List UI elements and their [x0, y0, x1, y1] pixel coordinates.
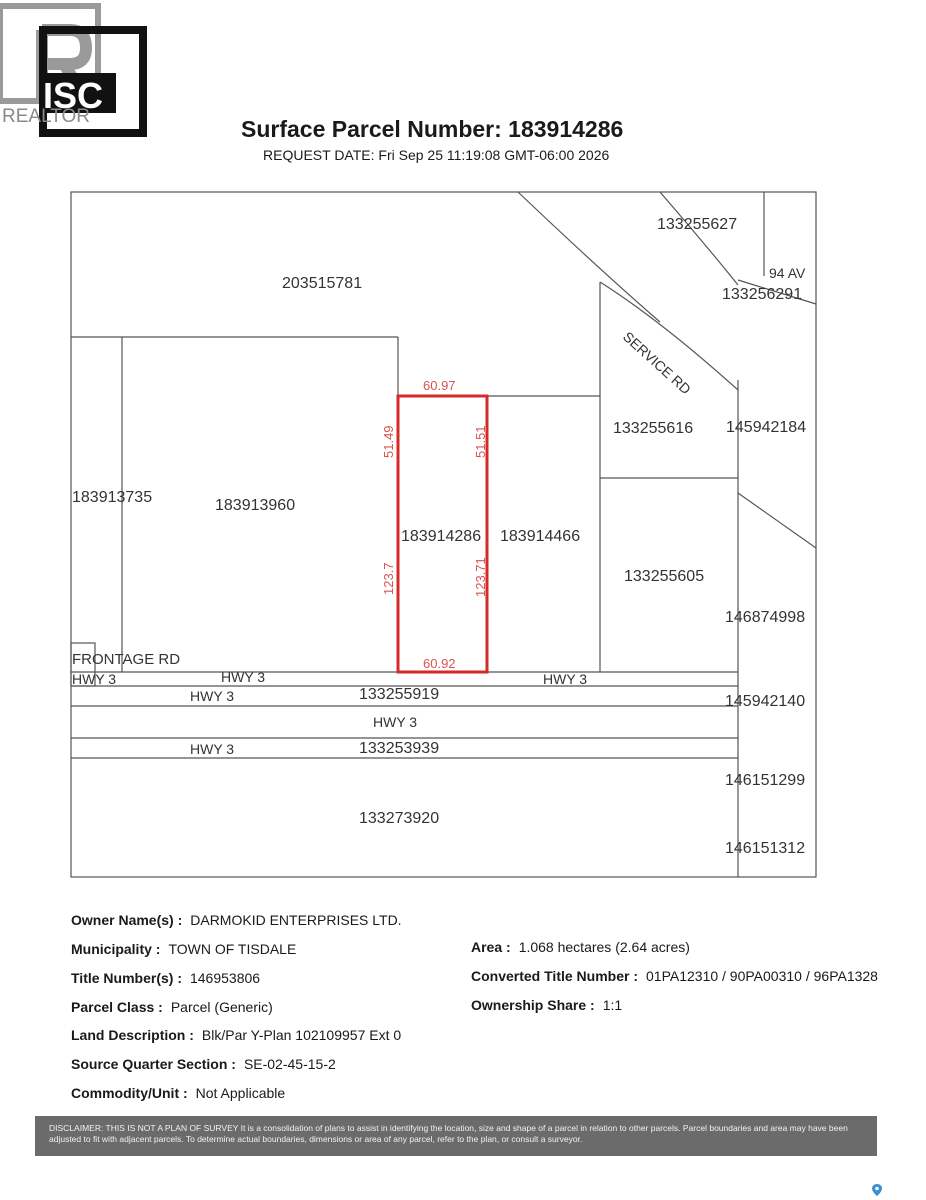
land-description-value: Blk/Par Y-Plan 102109957 Ext 0 [201, 1027, 402, 1043]
parcel-label: 133253939 [359, 740, 440, 757]
ownership-share-row [471, 997, 622, 1013]
road-label: FRONTAGE RD [72, 651, 181, 668]
road-label: HWY 3 [221, 669, 266, 685]
source-quarter-label: Source Quarter Section : [71, 1056, 236, 1072]
converted-title-value: 01PA12310 / 90PA00310 / 96PA1328 [646, 968, 878, 984]
source-quarter-row [71, 1056, 336, 1072]
isc-logo-text: ISC [43, 75, 104, 116]
source-quarter-value: SE-02-45-15-2 [243, 1056, 336, 1072]
title-numbers-row [71, 970, 260, 986]
parcel-class-value: Parcel (Generic) [170, 999, 273, 1015]
parcel-label: 203515781 [282, 275, 363, 292]
parcel-label: 133255919 [359, 686, 440, 703]
parcel-class-row [71, 999, 273, 1015]
land-description-row [71, 1027, 401, 1043]
ownership-share-label: Ownership Share : [471, 997, 595, 1013]
owner-label: Owner Name(s) : [71, 912, 183, 928]
area-value: 1.068 hectares (2.64 acres) [518, 939, 690, 955]
dimension-label: 51.49 [381, 425, 396, 458]
converted-title-row [471, 968, 897, 984]
dimension-label: 51.51 [473, 425, 488, 458]
title-numbers-label: Title Number(s) : [71, 970, 182, 986]
commodity-label: Commodity/Unit : [71, 1085, 188, 1101]
road-label: HWY 3 [373, 714, 418, 730]
dimension-label: 60.97 [423, 378, 456, 393]
commodity-value: Not Applicable [195, 1085, 286, 1101]
area-label: Area : [471, 939, 511, 955]
map-pin-icon[interactable] [872, 1184, 882, 1196]
parcel-label: 145942140 [725, 693, 806, 710]
parcel-label: 133255605 [624, 568, 705, 585]
area-row [471, 939, 690, 955]
dimension-label: 123.71 [473, 557, 488, 597]
page-title: Surface Parcel Number: 183914286 [241, 116, 624, 142]
commodity-row [71, 1085, 285, 1101]
title-numbers-value: 146953806 [189, 970, 261, 986]
dimension-label: 60.92 [423, 656, 456, 671]
parcel-label: 145942184 [726, 419, 807, 436]
parcel-class-label: Parcel Class : [71, 999, 163, 1015]
parcel-labels [72, 216, 806, 857]
parcel-label: 133273920 [359, 810, 440, 827]
parcel-label: 133255627 [657, 216, 738, 233]
municipality-row [71, 941, 296, 957]
converted-title-label: Converted Title Number : [471, 968, 638, 984]
road-label: HWY 3 [190, 741, 235, 757]
disclaimer-banner: DISCLAIMER: THIS IS NOT A PLAN OF SURVEY It is a consolidation of plans to assist in identifying the location, size and shape of a parcel in relation to other parcels. Parcel boundaries and area may have been adjusted to fit with adjacent parcels. To determine actual boundaries, dimensions or area of any parcel, refer to the plan, or consult a surveyor. [35, 1116, 877, 1156]
road-label: HWY 3 [543, 671, 588, 687]
realtor-logo-text: REALTOR [2, 106, 90, 127]
parcel-label: 146151299 [725, 772, 806, 789]
parcel-label: 183914466 [500, 528, 581, 545]
road-label: SERVICE RD [619, 328, 695, 398]
subject-parcel-label: 183914286 [401, 528, 482, 545]
road-label: HWY 3 [72, 671, 117, 687]
owner-row [71, 912, 402, 928]
parcel-label: 146874998 [725, 609, 806, 626]
municipality-label: Municipality : [71, 941, 161, 957]
ownership-share-value: 1:1 [602, 997, 623, 1013]
parcel-label: 146151312 [725, 840, 806, 857]
municipality-value: TOWN OF TISDALE [168, 941, 297, 957]
request-date: REQUEST DATE: Fri Sep 25 11:19:08 GMT-06:00 2026 [263, 147, 610, 163]
parcel-label: 183913735 [72, 489, 153, 506]
dimension-label: 123.7 [381, 562, 396, 595]
road-label: 94 AV [769, 265, 806, 281]
parcel-label: 133256291 [722, 286, 803, 303]
road-label: HWY 3 [190, 688, 235, 704]
land-description-label: Land Description : [71, 1027, 194, 1043]
owner-value: DARMOKID ENTERPRISES LTD. [190, 912, 402, 928]
parcel-label: 183913960 [215, 497, 296, 514]
parcel-label: 133255616 [613, 420, 694, 437]
